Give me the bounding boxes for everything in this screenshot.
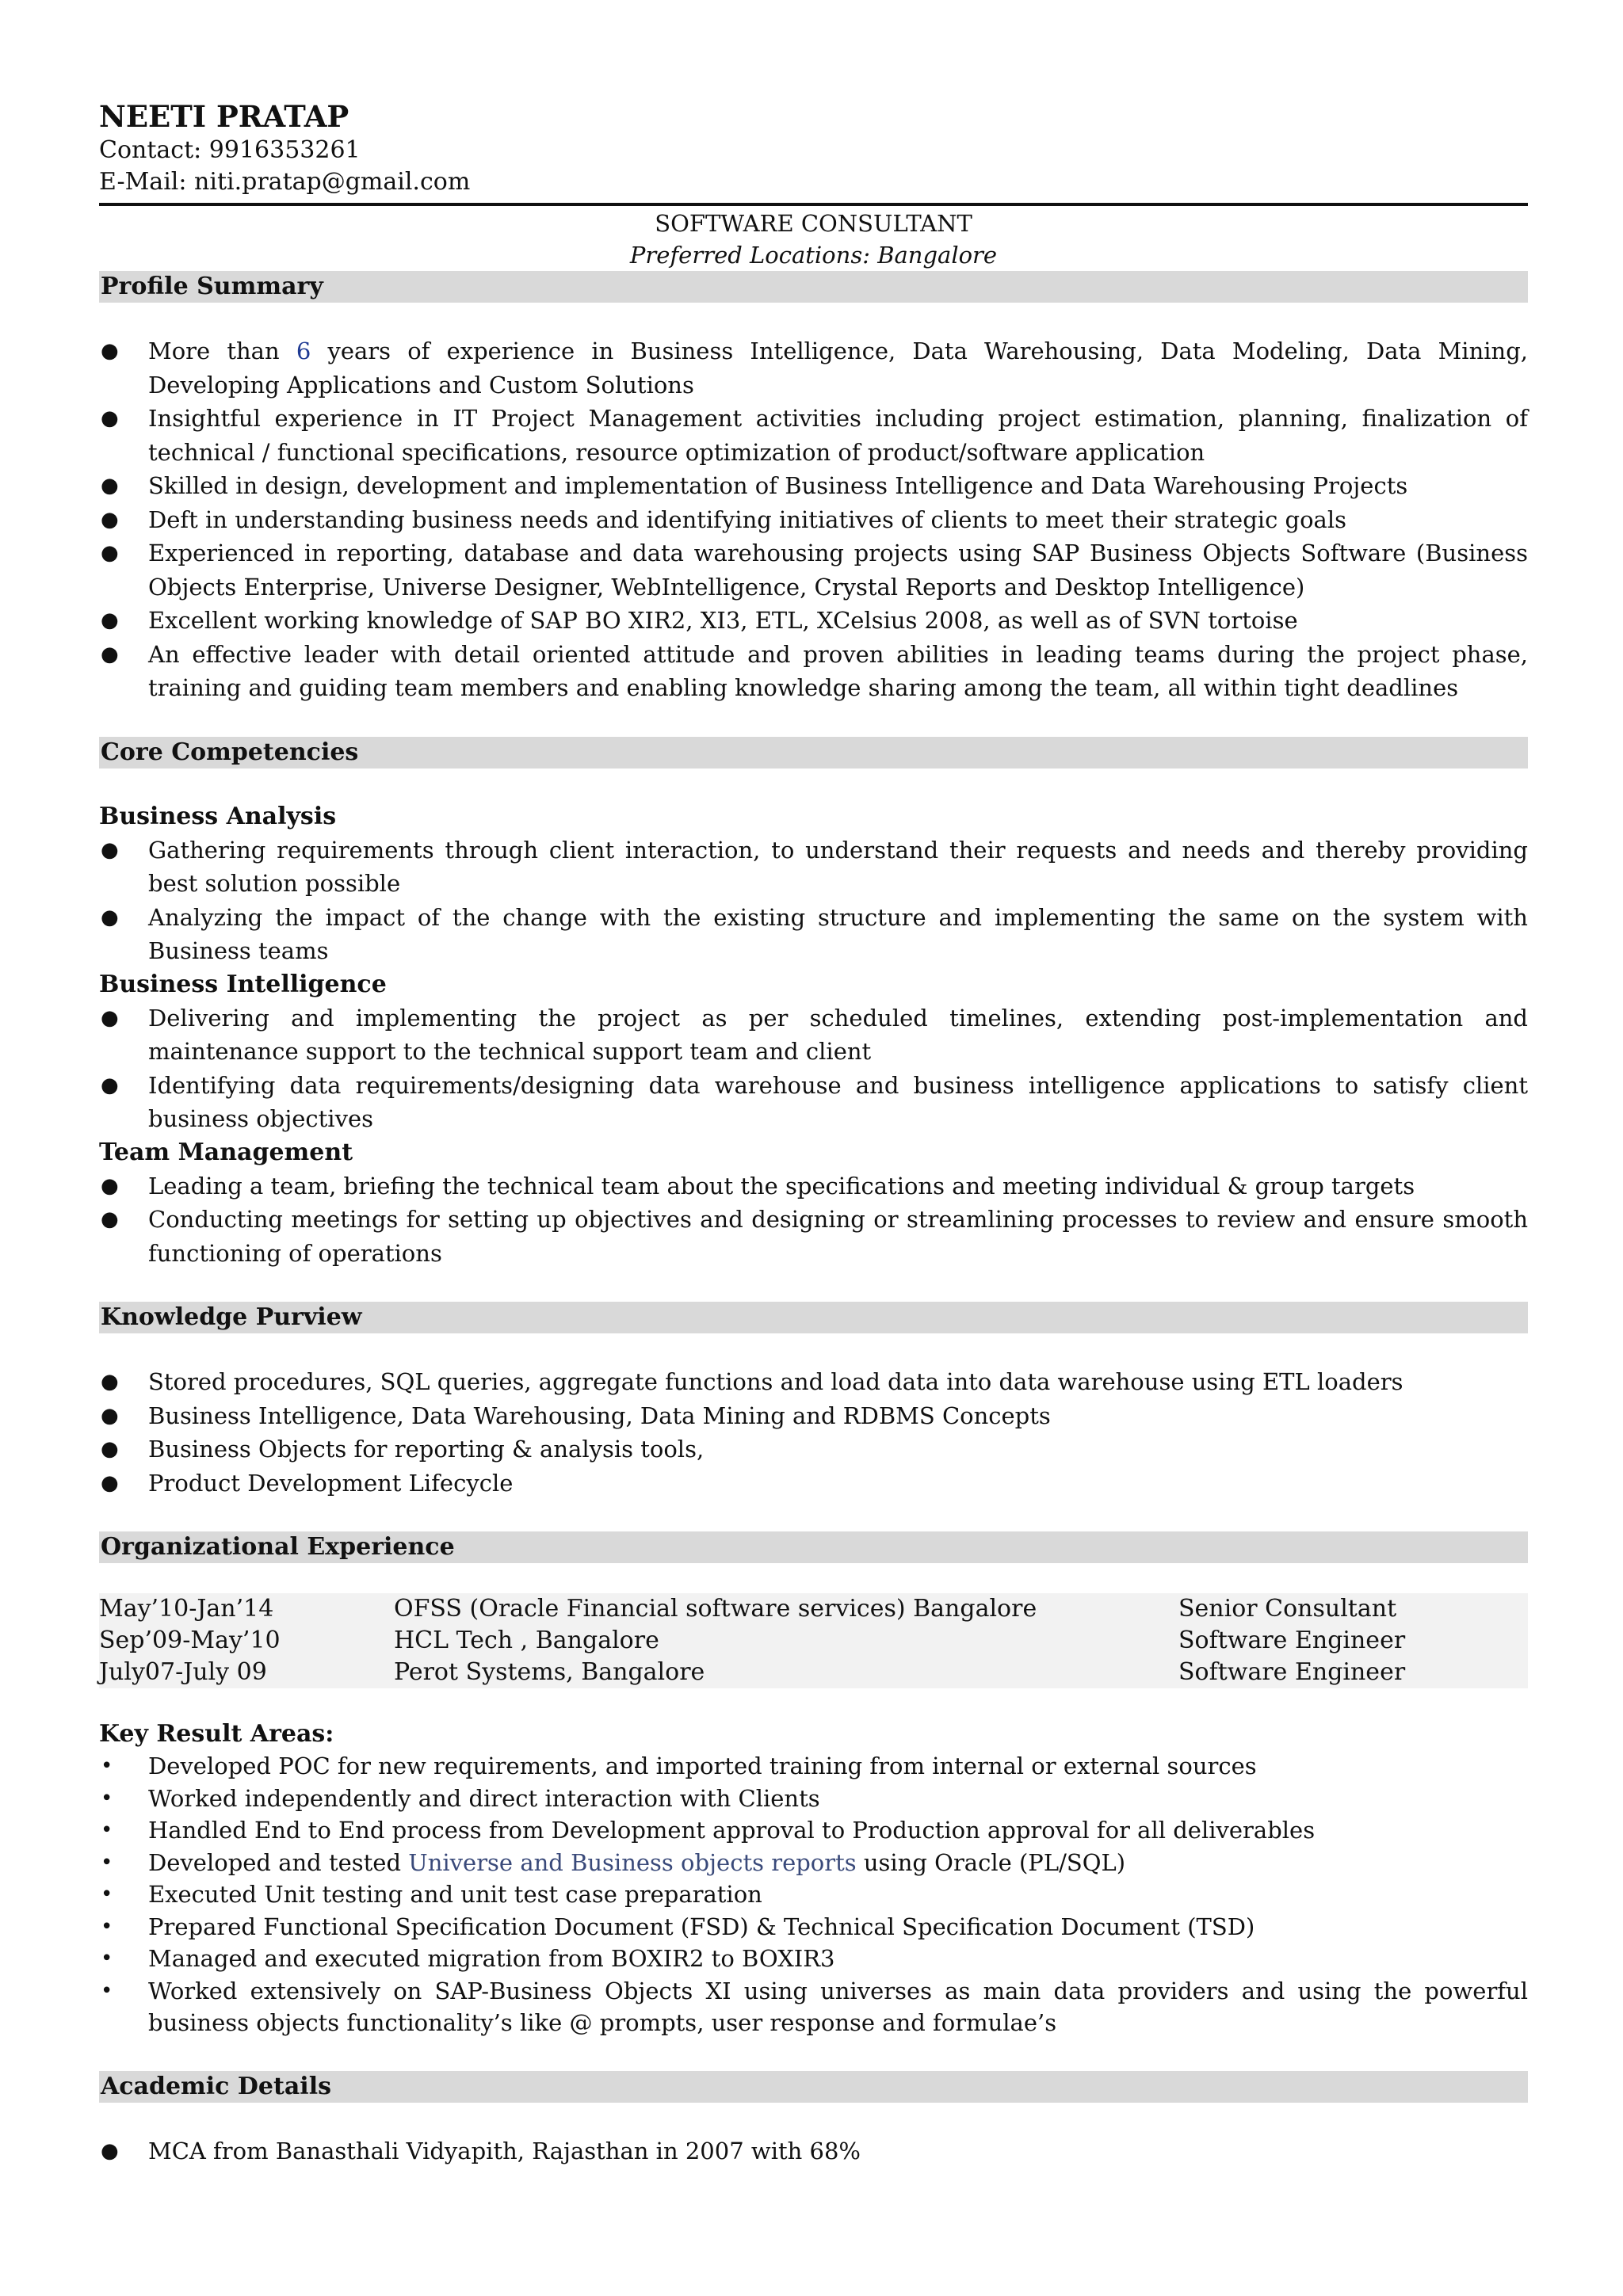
section-heading-academic-details: Academic Details xyxy=(99,2071,1528,2103)
bullet-icon: ● xyxy=(101,1173,119,1198)
bullet-icon: • xyxy=(101,1850,113,1875)
academic-details-list xyxy=(99,2134,1528,2168)
header-divider xyxy=(99,203,1528,206)
bullet-icon: ● xyxy=(101,905,119,929)
years-count: 6 xyxy=(296,338,311,364)
bullet-icon: ● xyxy=(101,507,119,532)
bullet-icon: ● xyxy=(101,642,119,666)
section-heading-knowledge-purview: Knowledge Purview xyxy=(99,1302,1528,1333)
job-title: SOFTWARE CONSULTANT xyxy=(655,210,972,237)
bullet-icon: ● xyxy=(101,1073,119,1097)
experience-role: Software Engineer xyxy=(1178,1627,1406,1654)
bullet-icon: ● xyxy=(101,1470,119,1495)
business-analysis-list xyxy=(99,833,1528,968)
list-item: ● Insightful experience in IT Project Management activities including project estimation, planning, finalization of technical / functional specifications, resource optimization of product/software application xyxy=(99,402,1528,469)
section-heading-organizational-experience: Organizational Experience xyxy=(99,1531,1528,1563)
bullet-icon: ● xyxy=(101,541,119,565)
list-item: ● Leading a team, briefing the technical team about the specifications and meeting individual & group targets xyxy=(99,1169,1528,1203)
resume-page xyxy=(99,98,1528,2168)
team-management-list xyxy=(99,1169,1528,1271)
experience-table xyxy=(99,1593,1528,1688)
bullet-icon: • xyxy=(101,1818,113,1842)
bullet-icon: • xyxy=(101,1754,113,1778)
list-item: ● Experienced in reporting, database and data warehousing projects using SAP Business Objects Software (Business Objects Enterprise, Universe Designer, WebIntelligence, Crystal Reports and Desktop Intelligence) xyxy=(99,536,1528,604)
list-item: ● More than 6 years of experience in Business Intelligence, Data Warehousing, Data Modeling, Data Mining, Developing Applications and Custom Solutions xyxy=(99,334,1528,402)
list-item: ● Business Objects for reporting & analysis tools, xyxy=(99,1432,1528,1466)
table-row xyxy=(99,1625,1528,1657)
list-item: • Worked independently and direct interaction with Clients xyxy=(99,1783,1528,1815)
list-item: ● Product Development Lifecycle xyxy=(99,1466,1528,1501)
list-item: • Developed POC for new requirements, and imported training from internal or external sources xyxy=(99,1750,1528,1783)
experience-period: Sep’09-May’10 xyxy=(99,1627,281,1654)
list-item: ● An effective leader with detail oriented attitude and proven abilities in leading teams during the project phase, training and guiding team members and enabling knowledge sharing among the team, all within tight deadlines xyxy=(99,638,1528,705)
list-item: ● Conducting meetings for setting up objectives and designing or streamlining processes to review and ensure smooth functioning of operations xyxy=(99,1203,1528,1270)
bullet-icon: ● xyxy=(101,474,119,498)
list-item: ● Stored procedures, SQL queries, aggregate functions and load data into data warehouse using ETL loaders xyxy=(99,1365,1528,1399)
bullet-icon: • xyxy=(101,1914,113,1939)
table-row xyxy=(99,1593,1528,1625)
experience-role: Software Engineer xyxy=(1178,1658,1406,1686)
bullet-icon: • xyxy=(101,1947,113,1970)
table-row xyxy=(99,1657,1528,1688)
highlighted-text: Universe and Business objects reports xyxy=(408,1848,857,1876)
bullet-icon: ● xyxy=(101,406,119,430)
experience-organization: Perot Systems, Bangalore xyxy=(394,1658,705,1686)
bullet-icon: • xyxy=(101,1978,113,2003)
section-heading-core-competencies: Core Competencies xyxy=(99,737,1528,769)
candidate-name: NEETI PRATAP xyxy=(99,99,349,134)
bullet-icon: • xyxy=(101,1882,113,1906)
list-item: • Developed and tested Universe and Business objects reports using Oracle (PL/SQL) xyxy=(99,1847,1528,1879)
list-item: ● Deft in understanding business needs and identifying initiatives of clients to meet their strategic goals xyxy=(99,503,1528,537)
list-item: ● Business Intelligence, Data Warehousing, Data Mining and RDBMS Concepts xyxy=(99,1399,1528,1433)
subheading-business-analysis: Business Analysis xyxy=(99,802,337,830)
bullet-icon: ● xyxy=(101,1005,119,1030)
bullet-icon: ● xyxy=(101,1403,119,1428)
profile-summary-list xyxy=(99,334,1528,705)
key-result-areas-list xyxy=(99,1750,1528,2039)
bullet-icon: ● xyxy=(101,608,119,632)
bullet-icon: • xyxy=(101,1786,113,1810)
section-heading-profile-summary: Profile Summary xyxy=(99,271,1528,303)
experience-role: Senior Consultant xyxy=(1178,1595,1397,1623)
bullet-icon: ● xyxy=(101,1207,119,1231)
list-item: • Prepared Functional Specification Document (FSD) & Technical Specification Document (TSD) xyxy=(99,1911,1528,1943)
list-item: • Handled End to End process from Development approval to Production approval for all deliverables xyxy=(99,1814,1528,1847)
experience-period: May’10-Jan’14 xyxy=(99,1595,274,1623)
list-item: • Executed Unit testing and unit test case preparation xyxy=(99,1878,1528,1911)
bullet-icon: ● xyxy=(101,2138,119,2163)
list-item: ● Identifying data requirements/designing data warehouse and business intelligence applications to satisfy client business objectives xyxy=(99,1069,1528,1136)
list-item: ● Gathering requirements through client interaction, to understand their requests and needs and thereby providing best solution possible xyxy=(99,833,1528,901)
contact-phone: Contact: 9916353261 xyxy=(99,136,361,164)
bullet-icon: ● xyxy=(101,1437,119,1461)
contact-email: E-Mail: niti.pratap@gmail.com xyxy=(99,168,471,196)
experience-period: July07-July 09 xyxy=(99,1658,267,1686)
list-item: ● MCA from Banasthali Vidyapith, Rajasthan in 2007 with 68% xyxy=(99,2134,1528,2168)
list-item: • Managed and executed migration from BOXIR2 to BOXIR3 xyxy=(99,1943,1528,1975)
list-item: ● Delivering and implementing the project as per scheduled timelines, extending post-implementation and maintenance support to the technical support team and client xyxy=(99,1001,1528,1069)
key-result-areas-heading: Key Result Areas: xyxy=(99,1720,334,1748)
bullet-icon: ● xyxy=(101,1370,119,1394)
knowledge-purview-list xyxy=(99,1365,1528,1500)
list-item: ● Skilled in design, development and implementation of Business Intelligence and Data Warehousing Projects xyxy=(99,469,1528,503)
experience-organization: HCL Tech , Bangalore xyxy=(394,1627,659,1654)
list-item: ● Analyzing the impact of the change with the existing structure and implementing the same on the system with Business teams xyxy=(99,901,1528,968)
bullet-icon: ● xyxy=(101,837,119,862)
business-intelligence-list xyxy=(99,1001,1528,1136)
bullet-icon: ● xyxy=(101,339,119,363)
experience-organization: OFSS (Oracle Financial software services) Bangalore xyxy=(394,1595,1037,1623)
subheading-team-management: Team Management xyxy=(99,1138,353,1166)
subheading-business-intelligence: Business Intelligence xyxy=(99,970,387,998)
list-item: • Worked extensively on SAP-Business Objects XI using universes as main data providers and using the powerful business objects functionality’s like @ prompts, user response and formulae’s xyxy=(99,1975,1528,2039)
list-item: ● Excellent working knowledge of SAP BO XIR2, XI3, ETL, XCelsius 2008, as well as of SVN tortoise xyxy=(99,604,1528,638)
preferred-locations: Preferred Locations: Bangalore xyxy=(629,242,998,269)
